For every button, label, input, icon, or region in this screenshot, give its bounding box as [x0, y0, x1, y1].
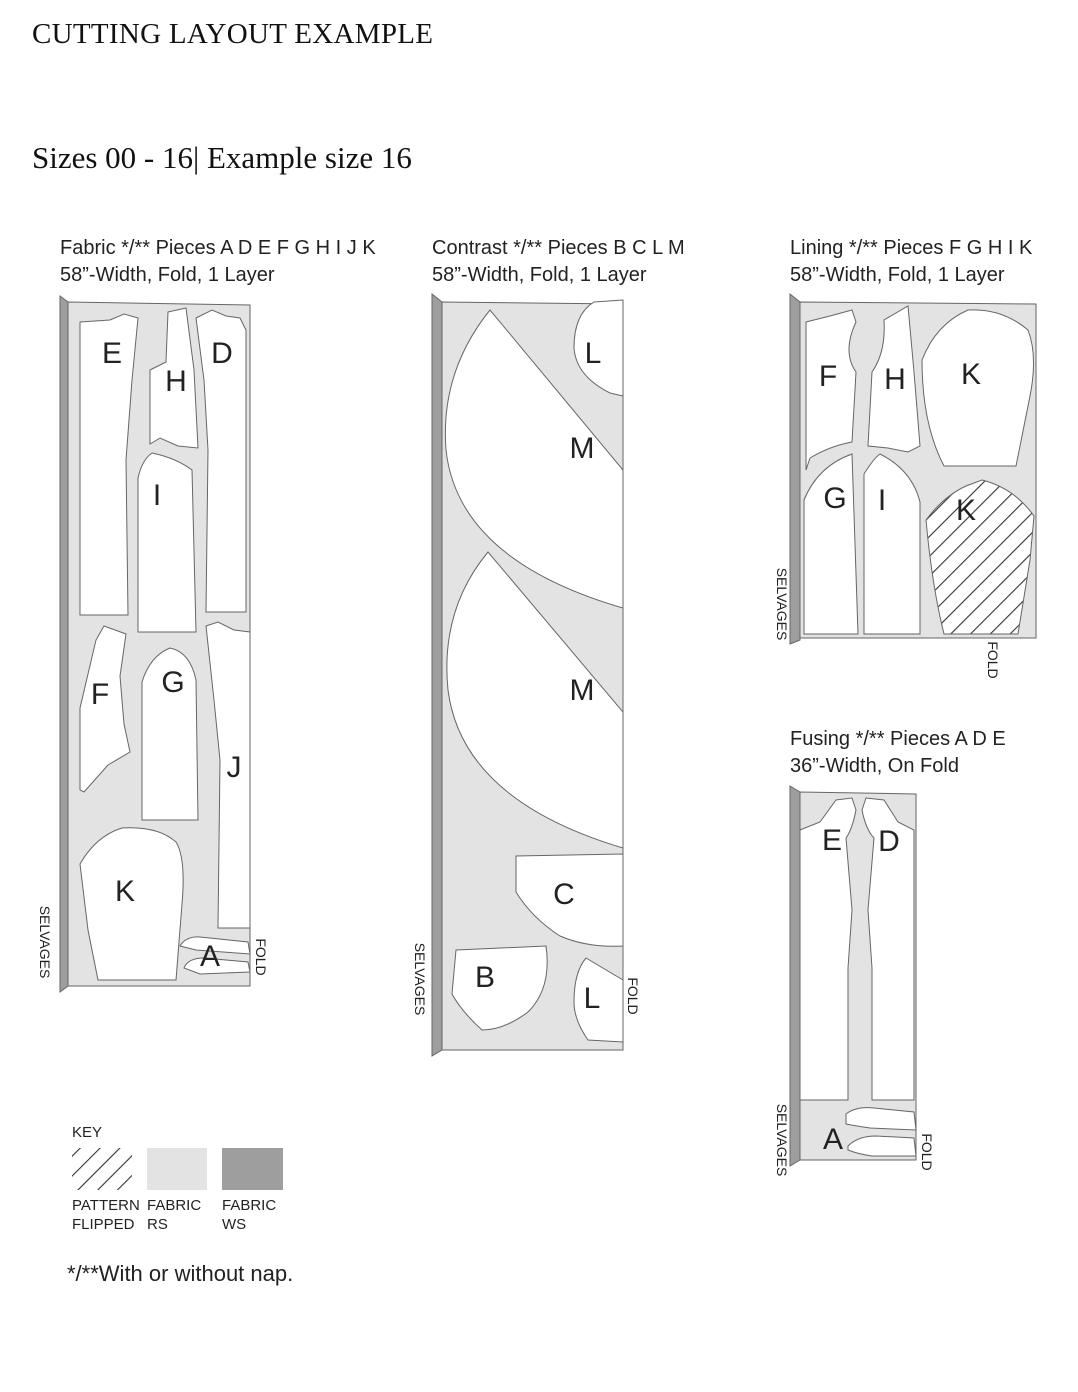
contrast-layout-spec: 58”-Width, Fold, 1 Layer: [432, 264, 647, 286]
fabric-layout-spec: 58”-Width, Fold, 1 Layer: [60, 264, 275, 286]
legend-item-3-line1: FABRIC: [222, 1197, 277, 1214]
lining-selvage-edge: [790, 294, 800, 644]
lining-layout: [774, 237, 1036, 679]
contrast-label-l-top: L: [584, 337, 602, 370]
lining-layout-title: Lining */** Pieces F G H I K: [790, 237, 1033, 259]
legend-item-2-line1: FABRIC: [147, 1197, 202, 1214]
page-subtitle: Sizes 00 - 16| Example size 16: [32, 140, 412, 175]
fabric-layout-title: Fabric */** Pieces A D E F G H I J K: [60, 237, 376, 259]
contrast-label-c: C: [553, 878, 575, 911]
fabric-label-e: E: [101, 337, 123, 370]
contrast-label-m-top: M: [569, 432, 595, 465]
lining-fold-label: FOLD: [985, 641, 1001, 679]
fabric-layout: [37, 237, 376, 992]
fabric-label-a: A: [199, 940, 221, 973]
fusing-piece-a-2: [848, 1136, 916, 1156]
fusing-selvage-edge: [790, 786, 800, 1166]
lining-label-g: G: [823, 482, 847, 515]
fabric-label-j: J: [226, 751, 242, 784]
contrast-selvage-edge: [432, 294, 442, 1056]
lining-label-k: K: [960, 358, 982, 391]
fabric-label-d: D: [211, 337, 233, 370]
legend-item-3-line2: WS: [222, 1216, 247, 1233]
fusing-layout: [774, 728, 1006, 1176]
fabric-fold-label: FOLD: [253, 938, 269, 976]
contrast-label-m-bottom: M: [569, 674, 595, 707]
fabric-label-h: H: [165, 365, 187, 398]
legend-item-1-line1: PATTERN: [72, 1197, 140, 1214]
contrast-layout: [412, 237, 685, 1056]
lining-piece-i: [864, 454, 920, 634]
fusing-label-a: A: [822, 1123, 844, 1156]
contrast-layout-title: Contrast */** Pieces B C L M: [432, 237, 685, 259]
fabric-selvage-edge: [60, 296, 68, 992]
fusing-fold-label: FOLD: [919, 1133, 935, 1171]
legend-title: KEY: [72, 1124, 103, 1141]
lining-label-k-flipped: K: [955, 494, 977, 527]
fabric-piece-i: [138, 453, 196, 632]
fusing-label-d: D: [878, 825, 900, 858]
contrast-selvages-label: SELVAGES: [412, 942, 428, 1016]
contrast-fold-label: FOLD: [625, 977, 641, 1015]
lining-label-h: H: [884, 363, 906, 396]
contrast-label-l-bottom: L: [583, 982, 601, 1015]
legend: [72, 1124, 283, 1233]
legend-item-2-line2: RS: [147, 1216, 168, 1233]
fabric-label-k: K: [114, 875, 136, 908]
fusing-selvages-label: SELVAGES: [774, 1103, 790, 1177]
legend-item-1-line2: FLIPPED: [72, 1216, 135, 1233]
nap-note: */**With or without nap.: [67, 1261, 294, 1286]
fabric-label-i: I: [152, 479, 162, 512]
lining-piece-k-flipped: [926, 480, 1034, 634]
lining-label-i: I: [877, 484, 887, 517]
contrast-label-b: B: [474, 961, 496, 994]
legend-swatch-fabric-ws: [222, 1148, 283, 1190]
fabric-label-g: G: [161, 666, 185, 699]
lining-selvages-label: SELVAGES: [774, 567, 790, 641]
fabric-label-f: F: [90, 678, 110, 711]
legend-swatch-fabric-rs: [147, 1148, 207, 1190]
fusing-label-e: E: [821, 824, 843, 857]
page-title: CUTTING LAYOUT EXAMPLE: [32, 18, 434, 50]
fabric-selvages-label: SELVAGES: [37, 905, 53, 979]
lining-label-f: F: [818, 360, 838, 393]
fusing-layout-title: Fusing */** Pieces A D E: [790, 728, 1006, 750]
lining-layout-spec: 58”-Width, Fold, 1 Layer: [790, 264, 1005, 286]
legend-swatch-pattern-flipped: [72, 1148, 132, 1190]
fusing-layout-spec: 36”-Width, On Fold: [790, 755, 959, 777]
